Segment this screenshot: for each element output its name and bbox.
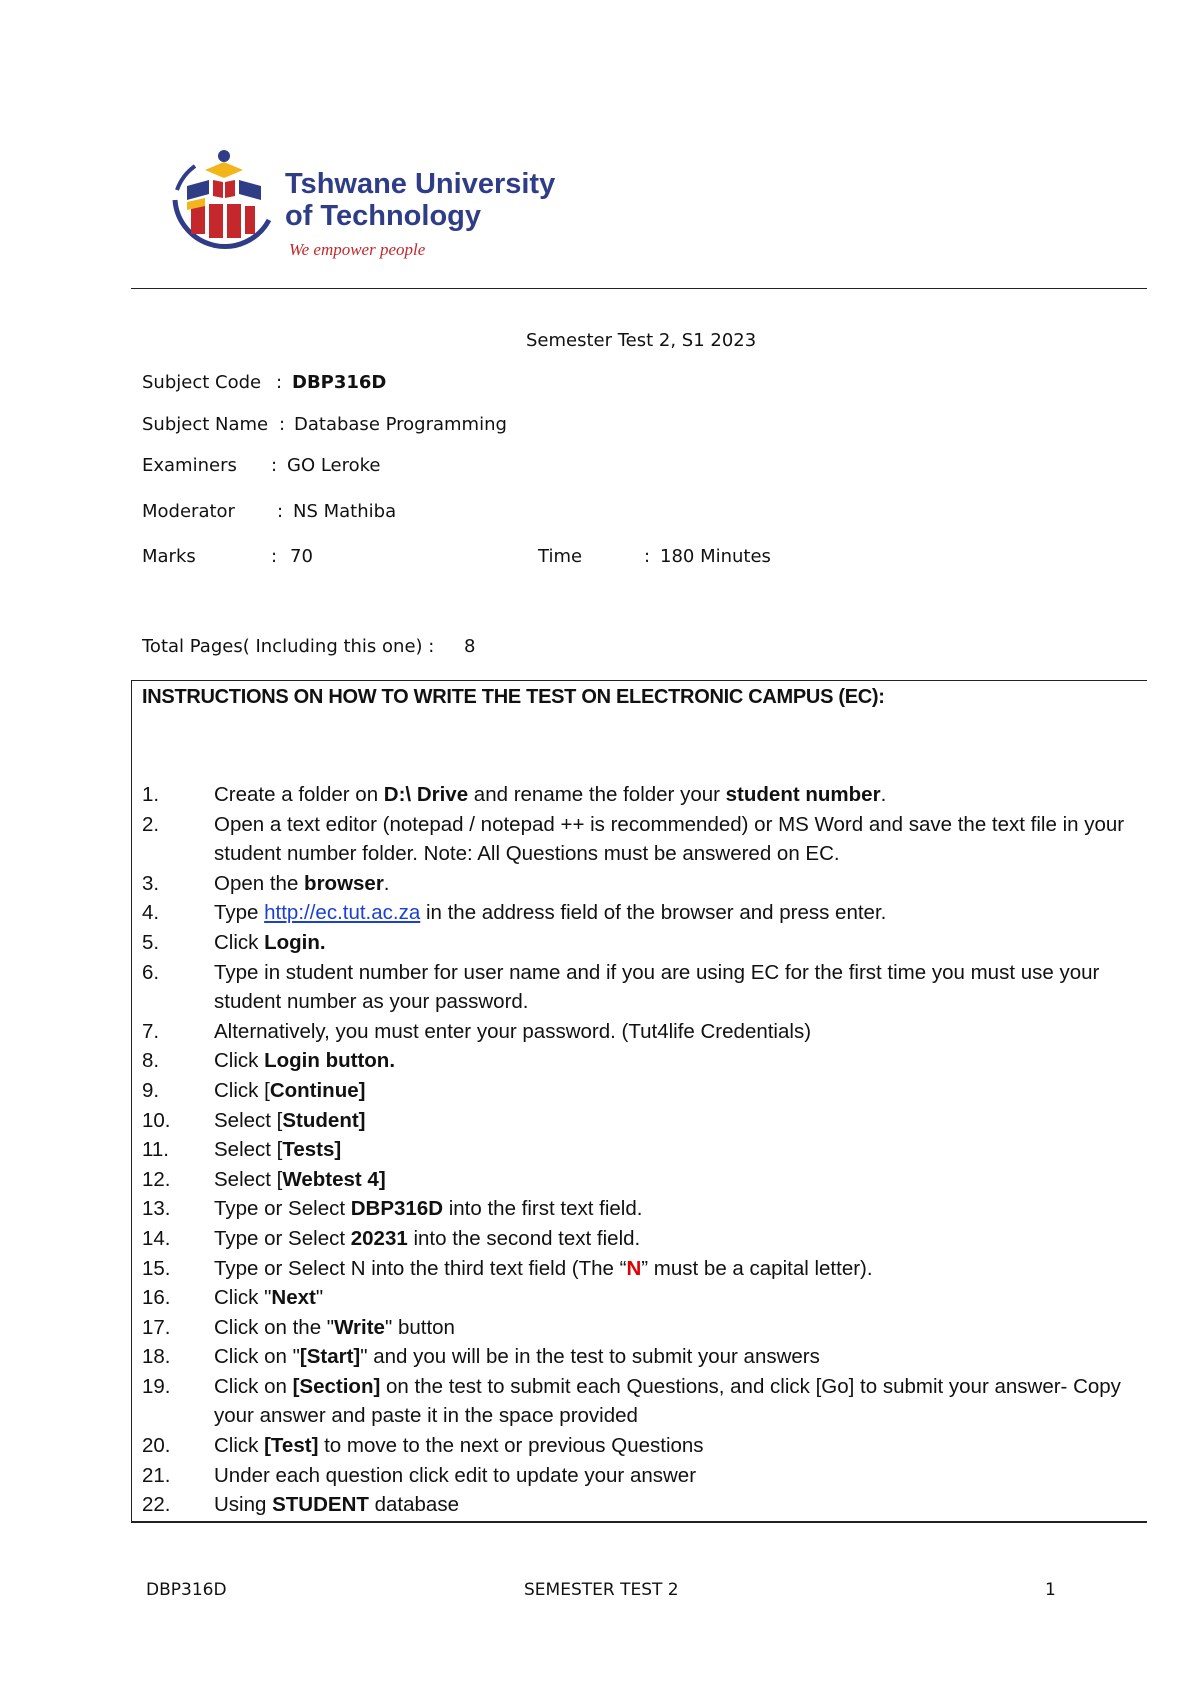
instructions-list [142,780,1142,1520]
instruction-item [142,869,1142,899]
moderator-value: NS Mathiba [293,501,397,522]
instruction-text-part: into the first text field. [443,1197,643,1221]
instruction-text-part: Type [214,901,265,925]
instruction-text [214,931,326,954]
instruction-item [142,1194,1142,1224]
instruction-item [142,1076,1142,1106]
colon: : [271,546,278,567]
instruction-number: 4. [142,901,160,925]
footer-test-name: SEMESTER TEST 2 [524,1580,679,1600]
subject-name-value: Database Programming [294,414,507,435]
instruction-text-part: Click [214,1049,265,1073]
instruction-text-part: Continue] [269,1078,366,1102]
instruction-number: 18. [142,1345,171,1369]
instruction-item [142,1283,1142,1313]
instruction-text-part: . [383,871,390,895]
instruction-text [214,1138,341,1161]
instruction-text [214,1375,1121,1428]
total-pages-value: 8 [464,636,476,657]
instruction-text-part: [Start] [299,1345,361,1369]
instruction-text-part: database [368,1493,459,1517]
instruction-item [142,1224,1142,1254]
instruction-number: 7. [142,1019,160,1043]
instruction-text-part: Write [334,1315,385,1339]
instruction-item [142,958,1142,1017]
instruction-number: 20. [142,1434,171,1458]
instruction-text-part: Type in student number for user name and if you are using EC for the first time you must use your student number as your password. [214,960,1100,1014]
instructions-heading: INSTRUCTIONS ON HOW TO WRITE THE TEST ON ELECTRONIC CAMPUS (EC): [142,686,885,708]
footer-subject-code: DBP316D [146,1580,227,1600]
instruction-text-part: [Test] [264,1434,319,1458]
instruction-number: 6. [142,960,160,984]
instruction-text [214,1020,811,1043]
instruction-text-part: Open the [214,871,305,895]
instruction-number: 10. [142,1108,171,1132]
instruction-text [214,1345,820,1368]
instruction-text-part: Select [ [214,1167,283,1191]
footer-page-number: 1 [1045,1580,1056,1600]
instruction-text-part: Login button. [264,1049,396,1073]
instruction-text-part: Click [ [214,1078,270,1102]
instruction-text-part: Click on the " [214,1315,335,1339]
instruction-number: 22. [142,1493,171,1517]
colon: : [279,414,286,435]
colon: : [276,372,283,393]
instruction-item [142,928,1142,958]
instruction-item [142,1135,1142,1165]
instruction-text-part: Click [214,1434,265,1458]
instruction-text-part: Under each question click edit to update your answer [214,1463,697,1487]
instruction-text-part: into the second text field. [407,1226,641,1250]
instruction-item [142,898,1142,928]
logo-title-line1: Tshwane University [285,168,556,200]
instruction-item [142,1017,1142,1047]
instruction-number: 17. [142,1315,171,1339]
instruction-item [142,1313,1142,1343]
instruction-text-part: Select [ [214,1108,283,1132]
moderator-label: Moderator [142,501,235,522]
examiners-value: GO Leroke [287,455,381,476]
instruction-text [214,1197,642,1220]
examiners-label: Examiners [142,455,237,476]
instruction-text-part: D:\ Drive [383,783,469,806]
instruction-number: 14. [142,1226,171,1250]
instruction-text-part: Tests] [282,1138,342,1162]
marks-value: 70 [290,546,313,567]
instruction-text-part: student number [725,783,881,806]
instruction-text [214,1109,366,1132]
instruction-text-part: Open a text editor (notepad / notepad ++ is recommended) or MS Word and save the text file in your student number folder. Note: All Questions must be answered on EC. [214,812,1125,866]
instruction-text [214,872,390,895]
instruction-text-part: on the test to submit each Questions, and click [Go] to submit your answer- Copy your answer and paste it in the space provided [214,1374,1121,1428]
subject-code-value: DBP316D [292,372,387,393]
instruction-number: 16. [142,1286,171,1310]
instruction-text-part: [Section] [292,1374,381,1398]
instruction-text-part: Create a folder on [214,783,384,806]
instruction-text [214,1493,459,1516]
instruction-text-part: Click [214,930,265,954]
marks-label: Marks [142,546,196,567]
instruction-text-part: Alternatively, you must enter your password. (Tut4life Credentials) [214,1019,812,1043]
instruction-text [214,1286,323,1309]
instruction-item [142,1165,1142,1195]
university-logo [165,148,565,273]
time-label: Time [538,546,583,567]
instructions-box [131,680,1147,1523]
instruction-text-part: Next [271,1286,316,1310]
header-divider [131,288,1147,289]
instruction-text-part: " button [384,1315,455,1339]
instruction-text-part: to move to the next or previous Questions [318,1434,704,1458]
instruction-text-part: Click " [214,1286,272,1310]
time-value: 180 Minutes [660,546,771,567]
instruction-text-part: " [315,1286,324,1310]
colon: : [644,546,651,567]
instruction-text-part: Type or Select [214,1226,351,1250]
logo-tagline: We empower people [289,240,426,259]
subject-code-label: Subject Code [142,372,262,393]
subject-name-label: Subject Name [142,414,269,435]
instruction-item [142,810,1142,869]
instruction-number: 3. [142,871,160,895]
instruction-text-part: STUDENT [272,1493,369,1517]
instruction-text-part: Using [214,1493,273,1517]
instruction-item [142,1106,1142,1136]
instruction-text-part: Select [ [214,1138,283,1162]
instruction-item [142,1431,1142,1461]
instruction-text-part: Type or Select N into the third text field (The “ [214,1256,627,1280]
instruction-text [214,901,886,924]
instruction-item [142,1461,1142,1491]
instruction-number: 21. [142,1463,171,1487]
instruction-item [142,1046,1142,1076]
instruction-text-part: Type or Select [214,1197,351,1221]
instruction-text-part: in the address field of the browser and press enter. [420,901,887,925]
instruction-number: 8. [142,1049,160,1073]
instruction-text-part: browser [304,871,384,895]
instruction-text-part: and rename the folder your [468,783,726,806]
instruction-text [214,1316,455,1339]
instruction-item [142,1254,1142,1284]
colon: : [277,501,284,522]
instruction-number: 9. [142,1078,160,1102]
instruction-text [214,1079,365,1102]
instruction-text [214,1257,873,1280]
total-pages-label: Total Pages( Including this one) : [142,636,435,657]
instruction-number: 19. [142,1374,171,1398]
instruction-text-part: ” must be a capital letter). [641,1256,873,1280]
instruction-text-part: 20231 [350,1226,408,1250]
logo-title-line2: of Technology [285,200,482,232]
instruction-number: 15. [142,1256,171,1280]
instruction-text-part: . [880,783,887,806]
instruction-text [214,783,886,806]
instruction-item [142,780,1142,810]
instruction-text [214,1464,696,1487]
instruction-item [142,1342,1142,1372]
instruction-text [214,1049,395,1072]
instruction-item [142,1372,1142,1431]
instruction-text-part: " and you will be in the test to submit your answers [360,1345,820,1369]
tut-emblem-icon [165,148,283,270]
instruction-number: 11. [142,1138,169,1162]
colon: : [271,455,278,476]
instruction-text [214,813,1124,866]
instruction-item [142,1490,1142,1520]
instruction-number: 2. [142,812,160,836]
instruction-text [214,961,1099,1014]
instruction-text-part: Login. [264,930,326,954]
instruction-text-part: Click on [214,1374,293,1398]
instruction-text-part: Student] [282,1108,366,1132]
instruction-number: 5. [142,930,160,954]
instruction-text [214,1168,386,1191]
instruction-number: 13. [142,1197,171,1221]
instruction-text-part: DBP316D [350,1197,444,1221]
instruction-text-part: Click on " [214,1345,300,1369]
test-title: Semester Test 2, S1 2023 [526,330,757,351]
instruction-number: 12. [142,1167,171,1191]
instruction-text-part: N [626,1256,642,1280]
ec-url-link[interactable]: http://ec.tut.ac.za [264,901,421,925]
instruction-text [214,1434,704,1457]
instruction-text [214,1227,640,1250]
instruction-number: 1. [142,783,160,806]
instruction-text-part: Webtest 4] [282,1167,386,1191]
